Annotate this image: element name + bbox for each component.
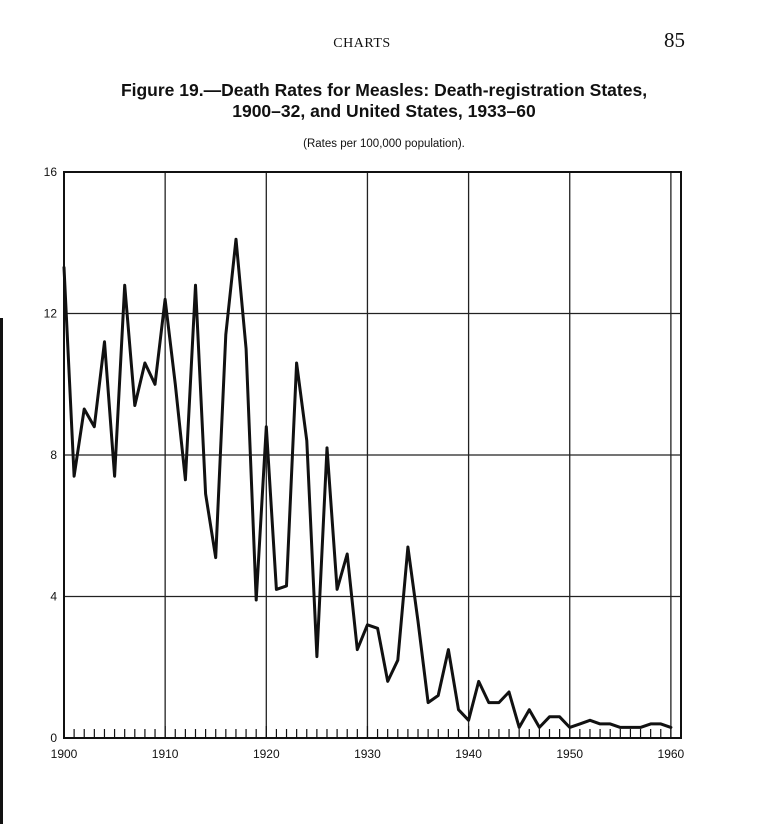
x-tick-label-1940: 1940 bbox=[455, 747, 482, 761]
y-tick-label-8: 8 bbox=[50, 448, 57, 462]
chart-title-line2: 1900–32, and United States, 1933–60 bbox=[232, 101, 536, 121]
x-tick-label-1900: 1900 bbox=[50, 747, 78, 761]
page-number: 85 bbox=[664, 28, 685, 52]
y-tick-label-4: 4 bbox=[50, 589, 57, 604]
y-tick-labels bbox=[44, 165, 58, 745]
y-tick-label-0: 0 bbox=[50, 731, 57, 745]
x-tick-label-1920: 1920 bbox=[252, 747, 280, 761]
x-tick-labels bbox=[51, 747, 685, 761]
x-tick-label-1930: 1930 bbox=[354, 747, 381, 761]
x-tick-label-1960: 1960 bbox=[657, 747, 685, 761]
minor-ticks bbox=[64, 726, 681, 738]
x-tick-label-1910: 1910 bbox=[151, 747, 179, 761]
y-tick-label-16: 16 bbox=[43, 165, 57, 179]
running-head: CHARTS bbox=[333, 36, 391, 51]
chart-subtitle: (Rates per 100,000 population). bbox=[303, 138, 465, 150]
y-tick-label-12: 12 bbox=[43, 306, 57, 321]
chart-title-line1: Figure 19.—Death Rates for Measles: Death-registration States, bbox=[120, 80, 648, 100]
gridlines bbox=[64, 172, 681, 738]
x-tick-label-1950: 1950 bbox=[556, 747, 584, 761]
